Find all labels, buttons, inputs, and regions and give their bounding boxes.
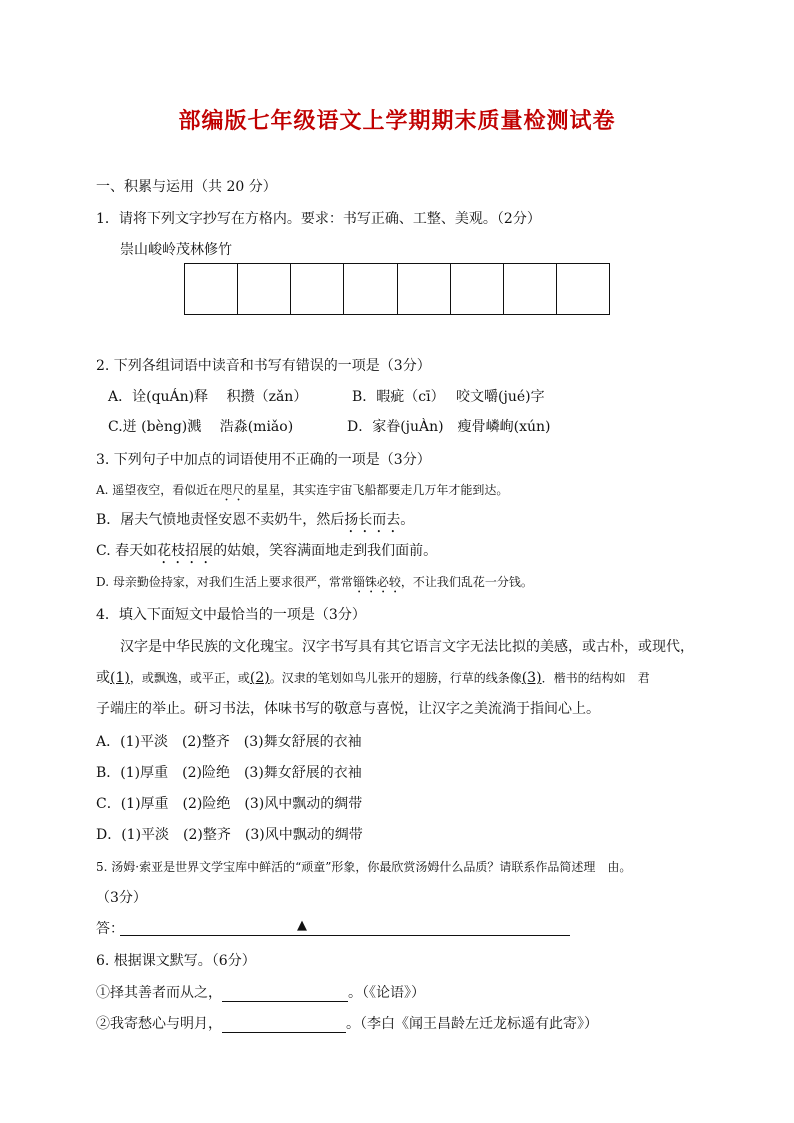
passage-text: ．楷书的结构如 君 [541,671,650,685]
line-text: 。（李白《闻王昌龄左迁龙标遥有此寄》） [346,1016,598,1032]
line-text: ②我寄愁心与明月， [96,1016,222,1032]
dotted-word: 花枝招展 [157,543,214,559]
dotted-word: 扬长而去 [344,512,401,528]
q3-option-b [96,511,414,536]
page-title: 部编版七年级语文上学期期末质量检测试卷 [178,109,616,134]
answer-label: 答： [96,921,124,937]
fill-blank[interactable] [222,986,348,1002]
grid-cell[interactable] [185,264,238,314]
question-5-score: （3分） [96,890,147,906]
option-text: D. 母亲勤俭持家，对我们生活上要求很严，常常 [96,575,353,589]
passage-line [96,669,650,687]
triangle-marker: ▲ [297,918,307,933]
q4-option-a: A．(1)平淡 (2)整齐 (3)舞女舒展的衣袖 [96,734,362,750]
option-text: 的星星，其实连宇宙飞船都要走几万年才能到达。 [244,483,509,497]
passage-line: 汉字是中华民族的文化瑰宝。汉字书写具有其它语言文字无法比拟的美感，或古朴，或现代， [120,639,694,655]
passage-text: 。汉隶的笔划如鸟儿张开的翅膀，行草的线条像 [269,671,522,685]
option-d: D．家眷(juÀn) 瘦骨嶙峋(xún) [347,419,551,435]
recitation-line-2 [96,1015,598,1033]
question-6-stem: 6. 根据课文默写。（6分） [96,953,256,969]
dotted-word: 锱铢必较 [352,575,401,589]
grid-cell[interactable] [344,264,397,314]
option-text: B．屠夫气愤地责怪安恩不卖奶牛，然后 [96,512,345,528]
question-1-stem: 1．请将下列文字抄写在方格内。要求：书写正确、工整、美观。（2分） [96,211,541,227]
fill-blank[interactable] [222,1017,346,1033]
grid-cell[interactable] [557,264,609,314]
grid-cell[interactable] [451,264,504,314]
question-3-stem: 3. 下列句子中加点的词语使用不正确的一项是（3分） [96,452,431,468]
grid-cell[interactable] [291,264,344,314]
passage-text: ，或飘逸，或平正，或 [129,671,250,685]
question-5-stem: 5. 汤姆·索亚是世界文学宝库中鲜活的“顽童”形象，你最欣赏汤姆什么品质？请联系作品简述理 由。 [96,860,632,874]
option-text: ，不让我们乱花一分钱。 [400,575,533,589]
option-text: C. 春天如 [96,543,158,559]
copy-text: 崇山峻岭茂林修竹 [120,242,232,258]
q4-option-c: C．(1)厚重 (2)险绝 (3)风中飘动的绸带 [96,796,363,812]
q3-option-c [96,542,437,567]
option-a: A．诠(quÁn)释 积攒（zǎn） [108,389,308,405]
blank-2: (2) [249,670,270,686]
option-b: B．暇疵（cī） 咬文嚼(jué)字 [352,389,545,405]
passage-line: 子端庄的举止。研习书法，体味书写的敬意与喜悦，让汉字之美流淌于指间心上。 [96,701,600,717]
q4-option-b: B．(1)厚重 (2)险绝 (3)舞女舒展的衣袖 [96,765,362,781]
grid-cell[interactable] [238,264,291,314]
blank-3: (3) [521,670,542,686]
line-text: ①择其善者而从之， [96,985,222,1001]
dotted-word: 咫尺 [220,483,245,497]
q3-option-d [96,573,533,596]
q4-option-d: D．(1)平淡 (2)整齐 (3)风中飘动的绸带 [96,827,363,843]
option-c: C.迸 (bèng)溅 浩淼(miǎo) [108,419,294,435]
passage-text: 或 [96,670,110,686]
grid-cell[interactable] [504,264,557,314]
section-heading: 一、积累与运用（共 20 分） [96,179,277,195]
question-4-stem: 4．填入下面短文中最恰当的一项是（3分） [96,607,366,623]
answer-line[interactable] [120,920,570,936]
grid-cell[interactable] [398,264,451,314]
blank-1: (1) [110,670,130,686]
q3-option-a [96,481,508,504]
writing-grid[interactable] [184,263,610,315]
option-text: 。 [400,512,415,528]
option-text: 的姑娘，笑容满面地走到我们面前。 [213,543,438,559]
recitation-line-1 [96,984,425,1002]
line-text: 。（《论语》） [348,985,425,1001]
question-2-stem: 2. 下列各组词语中读音和书写有错误的一项是（3分） [96,358,431,374]
option-text: A. 遥望夜空，看似近在 [96,483,221,497]
